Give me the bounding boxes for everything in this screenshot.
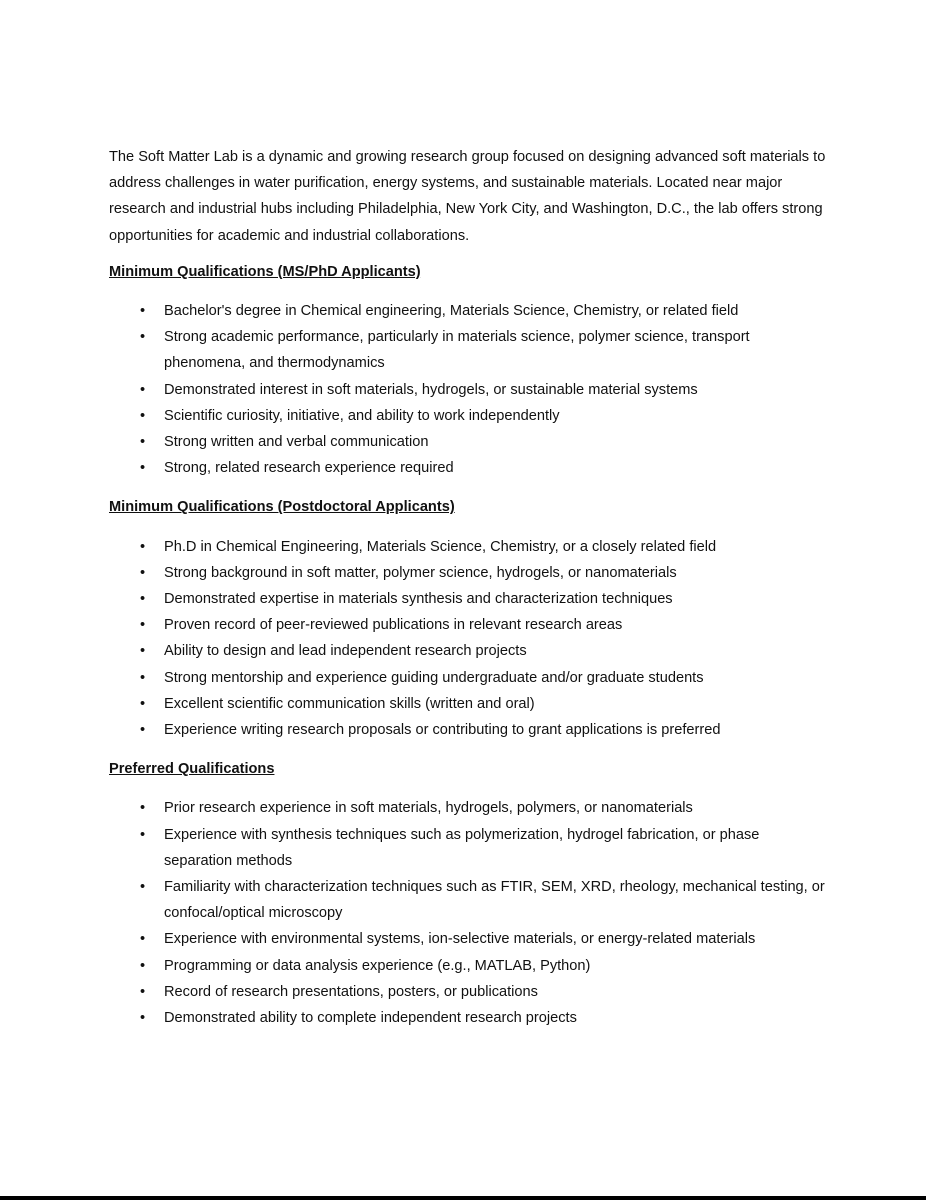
- bullet-icon: •: [140, 800, 146, 817]
- bullet-icon: •: [140, 460, 146, 477]
- list-item: [109, 429, 829, 455]
- list-item: [109, 926, 829, 952]
- bullet-icon: •: [140, 695, 146, 712]
- bullet-icon: •: [140, 1010, 146, 1027]
- bullet-icon: •: [140, 303, 146, 320]
- list-item-text: Experience writing research proposals or contributing to grant applications is preferred: [164, 722, 721, 739]
- bullet-icon: •: [140, 722, 146, 739]
- bullet-icon: •: [140, 564, 146, 581]
- list-item-text: Bachelor's degree in Chemical engineering, Materials Science, Chemistry, or related field: [164, 303, 739, 320]
- list-item: [109, 324, 829, 376]
- list-item: [109, 298, 829, 324]
- bullet-icon: •: [140, 381, 146, 398]
- section-heading: Minimum Qualifications (Postdoctoral Applicants): [109, 499, 455, 516]
- list-item-text: Scientific curiosity, initiative, and ability to work independently: [164, 407, 560, 424]
- list-item: [109, 455, 829, 481]
- list-item: [109, 665, 829, 691]
- list-item: [109, 953, 829, 979]
- bullet-icon: •: [140, 591, 146, 608]
- list-item-text: Proven record of peer-reviewed publications in relevant research areas: [164, 617, 623, 634]
- list-item-text: Strong mentorship and experience guiding undergraduate and/or graduate students: [164, 669, 704, 686]
- intro-paragraph: The Soft Matter Lab is a dynamic and growing research group focused on designing advanced soft materials to address challenges in water purification, energy systems, and sustainable materials. Located near major research and industrial hubs including Philadelphia, New York City, and Washington, D.C., the lab offers strong opportunities for academic and industrial collaborations.: [109, 149, 826, 244]
- list-item: [109, 979, 829, 1005]
- bullet-icon: •: [140, 879, 146, 896]
- list-item-text: Familiarity with characterization techniques such as FTIR, SEM, XRD, rheology, mechanical testing, or confocal/optical microscopy: [164, 879, 825, 922]
- list-item: [109, 717, 829, 743]
- list-item-text: Demonstrated interest in soft materials, hydrogels, or sustainable material systems: [164, 381, 698, 398]
- list-item: [109, 1005, 829, 1031]
- list-item: [109, 560, 829, 586]
- qualification-sections: [109, 259, 829, 1031]
- list-item-text: Strong, related research experience required: [164, 460, 454, 477]
- bullet-icon: •: [140, 931, 146, 948]
- list-item-text: Experience with environmental systems, ion-selective materials, or energy-related materials: [164, 931, 756, 948]
- list-item-text: Ability to design and lead independent research projects: [164, 643, 527, 660]
- section-heading: Minimum Qualifications (MS/PhD Applicants): [109, 263, 421, 280]
- bullet-icon: •: [140, 669, 146, 686]
- list-item-text: Excellent scientific communication skills (written and oral): [164, 695, 535, 712]
- list-item: [109, 691, 829, 717]
- list-item: [109, 822, 829, 874]
- list-item: [109, 638, 829, 664]
- list-item: [109, 586, 829, 612]
- bullet-icon: •: [140, 329, 146, 346]
- list-item-text: Ph.D in Chemical Engineering, Materials Science, Chemistry, or a closely related field: [164, 538, 717, 555]
- list-item-text: Demonstrated ability to complete independent research projects: [164, 1010, 577, 1027]
- list-item-text: Strong written and verbal communication: [164, 434, 429, 451]
- list-item-text: Record of research presentations, posters, or publications: [164, 983, 538, 1000]
- bullet-icon: •: [140, 434, 146, 451]
- list-item: [109, 403, 829, 429]
- list-item-text: Strong background in soft matter, polymer science, hydrogels, or nanomaterials: [164, 564, 677, 581]
- list-item-text: Prior research experience in soft materials, hydrogels, polymers, or nanomaterials: [164, 800, 693, 817]
- list-item: [109, 795, 829, 821]
- list-item: [109, 534, 829, 560]
- list-item: [109, 377, 829, 403]
- list-item-text: Programming or data analysis experience (e.g., MATLAB, Python): [164, 957, 591, 974]
- bullet-icon: •: [140, 617, 146, 634]
- bullet-icon: •: [140, 643, 146, 660]
- list-item-text: Strong academic performance, particularly in materials science, polymer science, transport phenomena, and thermodynamics: [164, 329, 750, 372]
- bullet-icon: •: [140, 538, 146, 555]
- list-item: [109, 874, 829, 926]
- qualification-list: [109, 795, 829, 1031]
- bullet-icon: •: [140, 826, 146, 843]
- bottom-border: [0, 1196, 926, 1200]
- list-item-text: Experience with synthesis techniques such as polymerization, hydrogel fabrication, or phase separation methods: [164, 826, 760, 869]
- bullet-icon: •: [140, 407, 146, 424]
- list-item-text: Demonstrated expertise in materials synthesis and characterization techniques: [164, 591, 673, 608]
- qualification-list: [109, 298, 829, 481]
- bullet-icon: •: [140, 957, 146, 974]
- section-heading: Preferred Qualifications: [109, 761, 275, 778]
- qualification-list: [109, 534, 829, 744]
- bullet-icon: •: [140, 983, 146, 1000]
- list-item: [109, 612, 829, 638]
- document-body: [109, 144, 829, 1044]
